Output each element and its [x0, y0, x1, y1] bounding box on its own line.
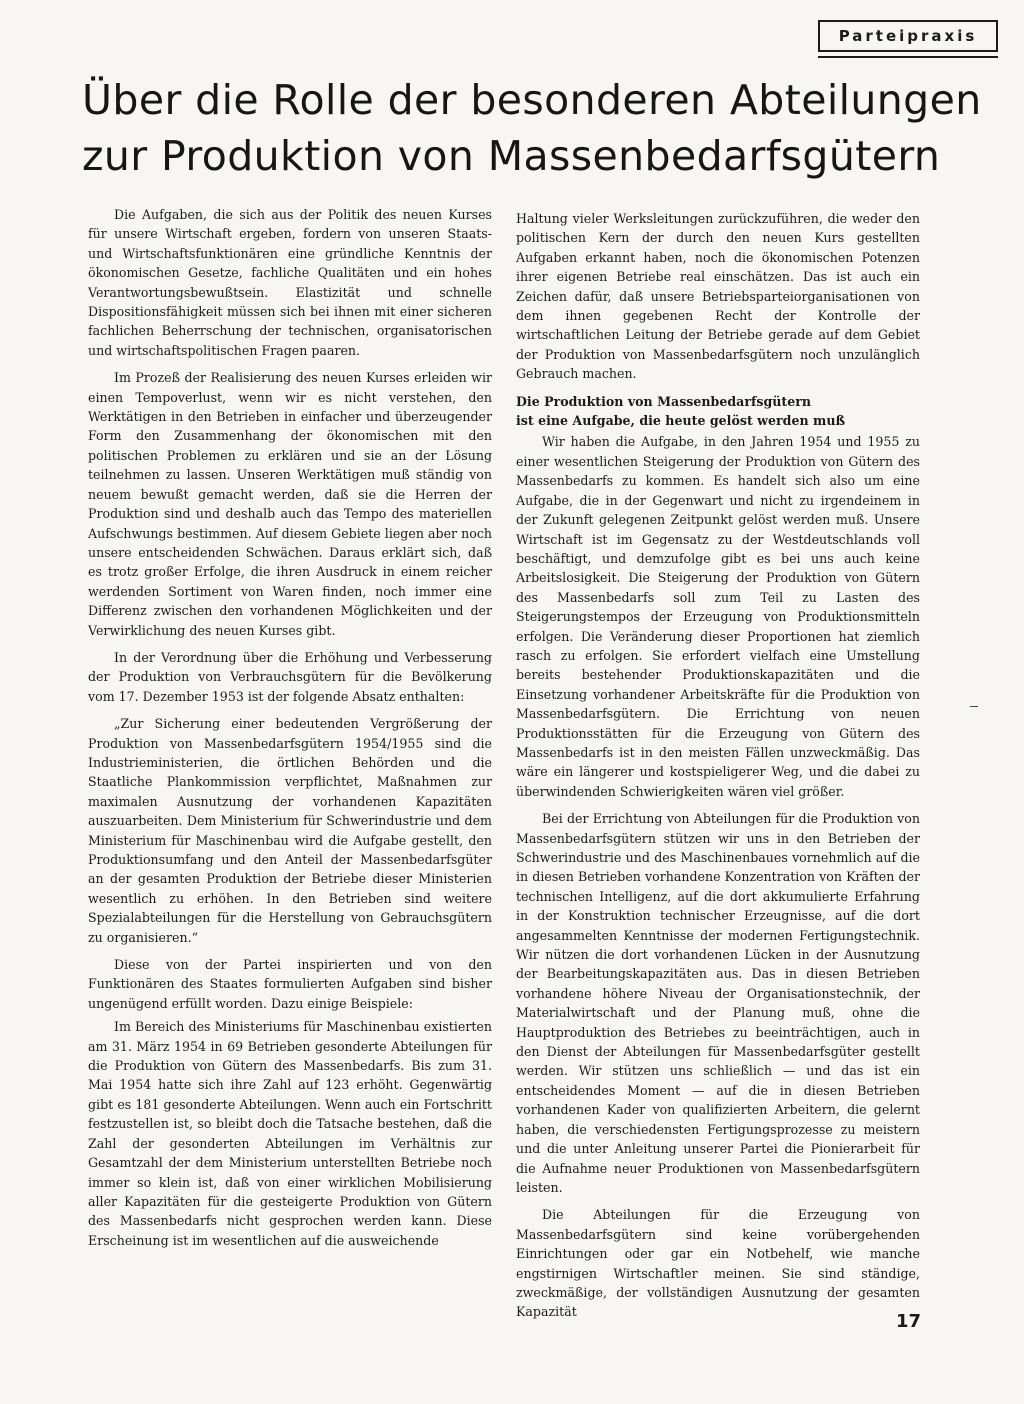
- left-paragraph-1: Die Aufgaben, die sich aus der Politik des neuen Kurses für unsere Wirtschaft ergeben, fordern von unseren Staats- und Wirtschaftsfunktionären eine gründliche Kenntnis der ökonomischen Gesetze, fachliche Qualitäten und ein hohes Verantwortungsbewußtsein. Elastizität und schnelle Dispositionsfähigkeit müssen sich bei ihnen mit einer sicheren fachlichen Beherrschung der technischen, organisatorischen und wirtschaftspolitischen Fragen paaren.: [88, 207, 492, 358]
- page-number: 17: [896, 1311, 922, 1332]
- left-paragraph-5: Diese von der Partei inspirierten und von den Funktionären des Staates formulierten Aufgaben sind bisher ungenügend erfüllt worden. Dazu einige Beispiele:: [88, 957, 492, 1011]
- section-tag: [818, 20, 998, 52]
- right-column: [516, 209, 920, 1330]
- left-column: [88, 205, 492, 1258]
- right-paragraph-4: Die Abteilungen für die Erzeugung von Massenbedarfsgütern sind keine vorübergehenden Einrichtungen oder gar ein Notbehelf, wie manche engstirnigen Wirtschaftler meinen. Sie sind ständige, zweckmäßige, der vollständigen Ausnutzung der gesamten Kapazität: [516, 1207, 920, 1320]
- left-paragraph-6: Im Bereich des Ministeriums für Maschinenbau existierten am 31. März 1954 in 69 Betrieben gesonderte Abteilungen für die Produktion von Gütern des Massenbedarfs. Bis zum 31. Mai 1954 hatte sich ihre Zahl auf 123 erhöht. Gegenwärtig gibt es 181 gesonderte Abteilungen. Wenn auch ein Fortschritt festzustellen ist, so bleibt doch die Tatsache bestehen, daß die Zahl der gesonderten Abteilungen im Verhältnis zur Gesamtzahl der dem Ministerium unterstellten Betriebe noch immer so klein ist, daß von einer wirklichen Mobilisierung aller Kapazitäten für die gesteigerte Produktion von Gütern des Massenbedarfs nicht gesprochen werden kann. Diese Erscheinung ist im wesentlichen auf die ausweichende: [88, 1019, 492, 1248]
- article-title: [82, 72, 982, 184]
- article-title-line-1: Über die Rolle der besonderen Abteilungen: [82, 76, 982, 124]
- section-tag-rule: [818, 56, 998, 58]
- right-paragraph-3: Bei der Errichtung von Abteilungen für die Produktion von Massenbedarfsgütern stützen wir uns in den Betrieben der Schwerindustrie und des Maschinenbaues vornehmlich auf die in diesen Betrieben vorhandene Konzentration von Kräften der technischen Intelligenz, auf die dort akkumulierte Erfahrung in der Konstruktion technischer Erzeugnisse, auf die dort angesammelten Kenntnisse der modernen Fertigungstechnik. Wir nützen die dort vorhandenen Lücken in der Ausnutzung der Bearbeitungskapazitäten aus. Das in diesen Betrieben vorhandene höhere Niveau der Organisationstechnik, der Materialwirtschaft und der Planung muß, ohne die Hauptproduktion des Betriebes zu beeinträchtigen, auch in den Dienst der Abteilungen für Massenbedarfsgüter gestellt werden. Wir stützen uns schließlich — und das ist ein entscheidendes Moment — auf die in diesen Betrieben vorhandenen Kader von qualifizierten Arbeitern, die gelernt haben, die verschiedensten Fertigungsprozesse zu meistern und die unter Anleitung unserer Partei die Pionierarbeit für die Aufnahme neuer Produktionen von Massenbedarfsgütern leisten.: [516, 811, 920, 1195]
- section-tag-label: Parteipraxis: [838, 27, 978, 45]
- right-paragraph-1: Haltung vieler Werksleitungen zurückzuführen, die weder den politischen Kern der durch den neuen Kurs gestellten Aufgaben erkannt haben, noch die ökonomischen Potenzen ihrer eigenen Betriebe real einschätzen. Das ist auch ein Zeichen dafür, daß unsere Betriebsparteiorganisationen von dem ihnen gegebenen Recht der Kontrolle der wirtschaftlichen Leitung der Betriebe gerade auf dem Gebiet der Produktion von Massenbedarfsgütern noch unzulänglich Gebrauch machen.: [516, 211, 920, 382]
- left-paragraph-3: In der Verordnung über die Erhöhung und Verbesserung der Produktion von Verbrauchsgütern für die Bevölkerung vom 17. Dezember 1953 ist der folgende Absatz enthalten:: [88, 649, 492, 704]
- left-paragraph-2: Im Prozeß der Realisierung des neuen Kurses erleiden wir einen Tempoverlust, wenn wir es nicht verstehen, den Werktätigen in den Betrieben in einfacher und überzeugender Form den Zusammenhang der ökonomischen mit den politischen Problemen zu erklären und sie an der Lösung teilnehmen zu lassen. Unseren Werktätigen muß ständig von neuem bewußt gemacht werden, daß sie die Herren der Produktion sind und deshalb auch das Tempo des materiellen Aufschwungs bestimmen. Auf diesem Gebiete liegen aber noch unsere entscheidenden Schwächen. Daraus erklärt sich, daß es trotz großer Erfolge, die ihren Ausdruck in einem reicher werdenden Sortiment von Waren finden, noch immer eine Differenz zwischen den vorhandenen Möglichkeiten und der Verwirklichung des neuen Kurses gibt.: [88, 370, 492, 638]
- left-paragraph-quote: „Zur Sicherung einer bedeutenden Vergrößerung der Produktion von Massenbedarfsgütern 1954/1955 sind die Industrieministerien, die örtlichen Behörden und die Staatliche Plankommission verpflichtet, Maßnahmen zur maximalen Ausnutzung der vorhandenen Kapazitäten auszuarbeiten. Dem Ministerium für Schwerindustrie und dem Ministerium für Maschinenbau wird die Aufgabe gestellt, den Produktionsumfang und den Anteil der Massenbedarfsgüter an der gesamten Produktion der Betriebe dieser Ministerien wesentlich zu erhöhen. In den Betrieben sind weitere Spezialabteilungen für die Herstellung von Gebrauchsgütern zu organisieren.“: [88, 716, 492, 945]
- article-title-line-2: zur Produktion von Massenbedarfsgütern: [82, 132, 941, 180]
- subheading-line-2: ist eine Aufgabe, die heute gelöst werden muß: [516, 413, 846, 429]
- section-subheading: [516, 392, 920, 431]
- subheading-line-1: Die Produktion von Massenbedarfsgütern: [516, 393, 812, 409]
- right-paragraph-2: Wir haben die Aufgabe, in den Jahren 1954 und 1955 zu einer wesentlichen Steigerung der Produktion von Gütern des Massenbedarfs zu kommen. Es handelt sich also um eine Aufgabe, die in der Gegenwart und nicht zu irgendeinem in der Zukunft gelegenen Zeitpunkt gelöst werden muß. Unsere Wirtschaft ist im Gegensatz zu der Westdeutschlands voll beschäftigt, und demzufolge gibt es bei uns auch keine Arbeitslosigkeit. Die Steigerung der Produktion von Gütern des Massenbedarfs soll zum Teil zu Lasten des Steigerungstempos der Erzeugung von Produktionsmitteln erfolgen. Die Veränderung dieser Proportionen hat ziemlich rasch zu erfolgen. Sie erfordert vielfach eine Umstellung bereits bestehender Produktionskapazitäten und die Einsetzung vorhandener Arbeitskräfte für die Produktion von Massenbedarfsgütern. Die Errichtung von neuen Produktionsstätten für die Erzeugung von Gütern des Massenbedarfs ist in den meisten Fällen unzweckmäßig. Das wäre ein längerer und kostspieligerer Weg, und die dabei zu überwindenden Schwierigkeiten wären viel größer.: [516, 434, 920, 799]
- margin-mark: [970, 706, 978, 707]
